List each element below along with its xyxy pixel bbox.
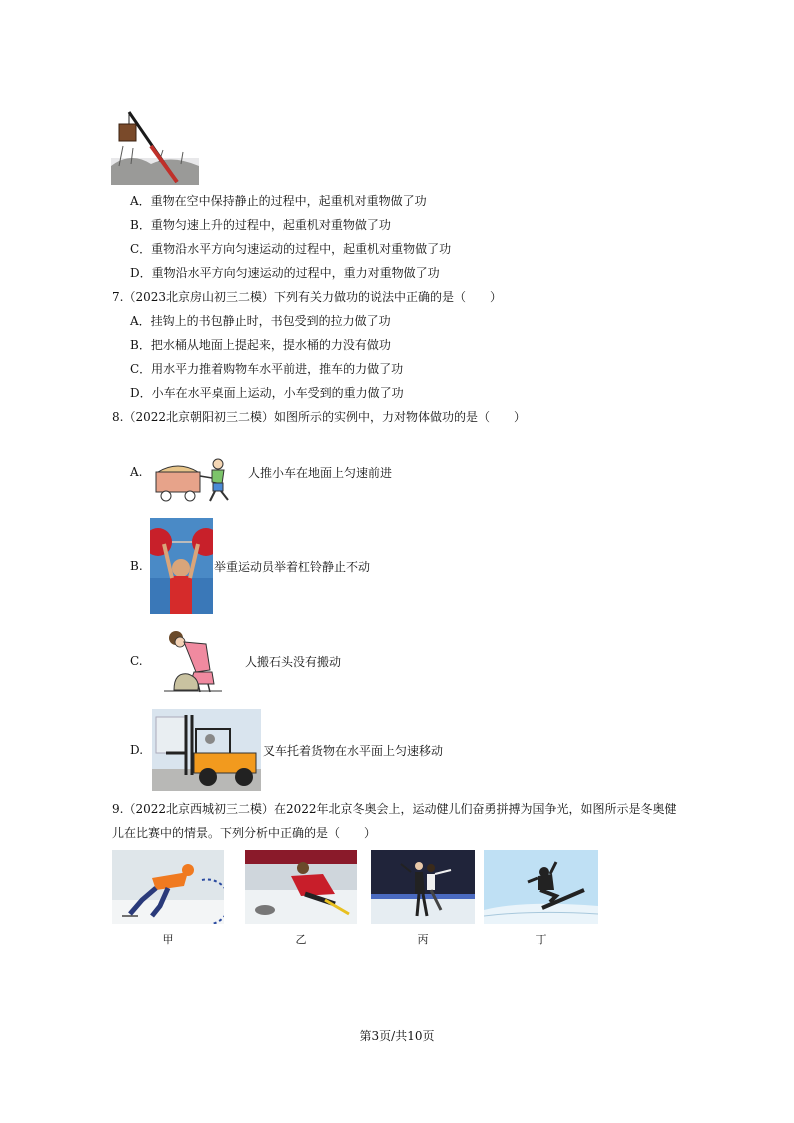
q8-option-c-letter: C. xyxy=(130,654,143,668)
q8-stem: 8.（2022北京朝阳初三二模）如图所示的实例中，力对物体做功的是（ ） xyxy=(112,410,526,424)
q7-option-d: D．小车在水平桌面上运动，小车受到的重力做了功 xyxy=(130,386,404,400)
q7-option-c: C．用水平力推着购物车水平前进，推车的力做了功 xyxy=(130,362,404,376)
q8-option-c-text: 人搬石头没有搬动 xyxy=(245,655,342,669)
crane-image xyxy=(111,106,199,185)
snowboarding-image xyxy=(484,850,598,924)
q9-stem-line2: 儿在比赛中的情景。下列分析中正确的是（ ） xyxy=(112,826,377,840)
q7-option-a: A．挂钩上的书包静止时，书包受到的拉力做了功 xyxy=(130,314,391,328)
q8-option-a-text: 人推小车在地面上匀速前进 xyxy=(248,466,393,480)
q9-stem-line1: 9.（2022北京西城初三二模）在2022年北京冬奥会上，运动健儿们奋勇拼搏为国争光，如图所示是冬奥健 xyxy=(112,802,677,816)
q7-option-b: B．把水桶从地面上提起来，提水桶的力没有做功 xyxy=(130,338,391,352)
q8-option-b-text: 举重运动员举着杠铃静止不动 xyxy=(214,560,371,574)
q6-option-c: C．重物沿水平方向匀速运动的过程中，起重机对重物做了功 xyxy=(130,242,452,256)
push-cart-image xyxy=(152,456,244,504)
caption-yi: 乙 xyxy=(295,933,307,946)
forklift-image xyxy=(152,709,261,791)
weightlifter-image xyxy=(150,518,213,614)
lift-stone-image xyxy=(160,628,226,694)
q8-option-a-letter: A. xyxy=(130,465,143,479)
q8-option-d-letter: D. xyxy=(130,743,144,757)
q6-option-a: A．重物在空中保持静止的过程中，起重机对重物做了功 xyxy=(130,194,427,208)
q8-option-d-text: 叉车托着货物在水平面上匀速移动 xyxy=(263,744,444,758)
q7-stem: 7.（2023北京房山初三二模）下列有关力做功的说法中正确的是（ ） xyxy=(112,290,502,304)
q8-option-b-letter: B. xyxy=(130,559,143,573)
page-number-footer: 第3页/共10页 xyxy=(359,1029,435,1043)
q6-option-b: B．重物匀速上升的过程中，起重机对重物做了功 xyxy=(130,218,391,232)
speed-skating-image xyxy=(112,850,224,924)
curling-image xyxy=(245,850,357,924)
caption-bing: 丙 xyxy=(417,933,429,946)
caption-jia: 甲 xyxy=(162,933,174,946)
q6-option-d: D．重物沿水平方向匀速运动的过程中，重力对重物做了功 xyxy=(130,266,440,280)
figure-skating-image xyxy=(371,850,475,924)
caption-ding: 丁 xyxy=(535,933,547,946)
